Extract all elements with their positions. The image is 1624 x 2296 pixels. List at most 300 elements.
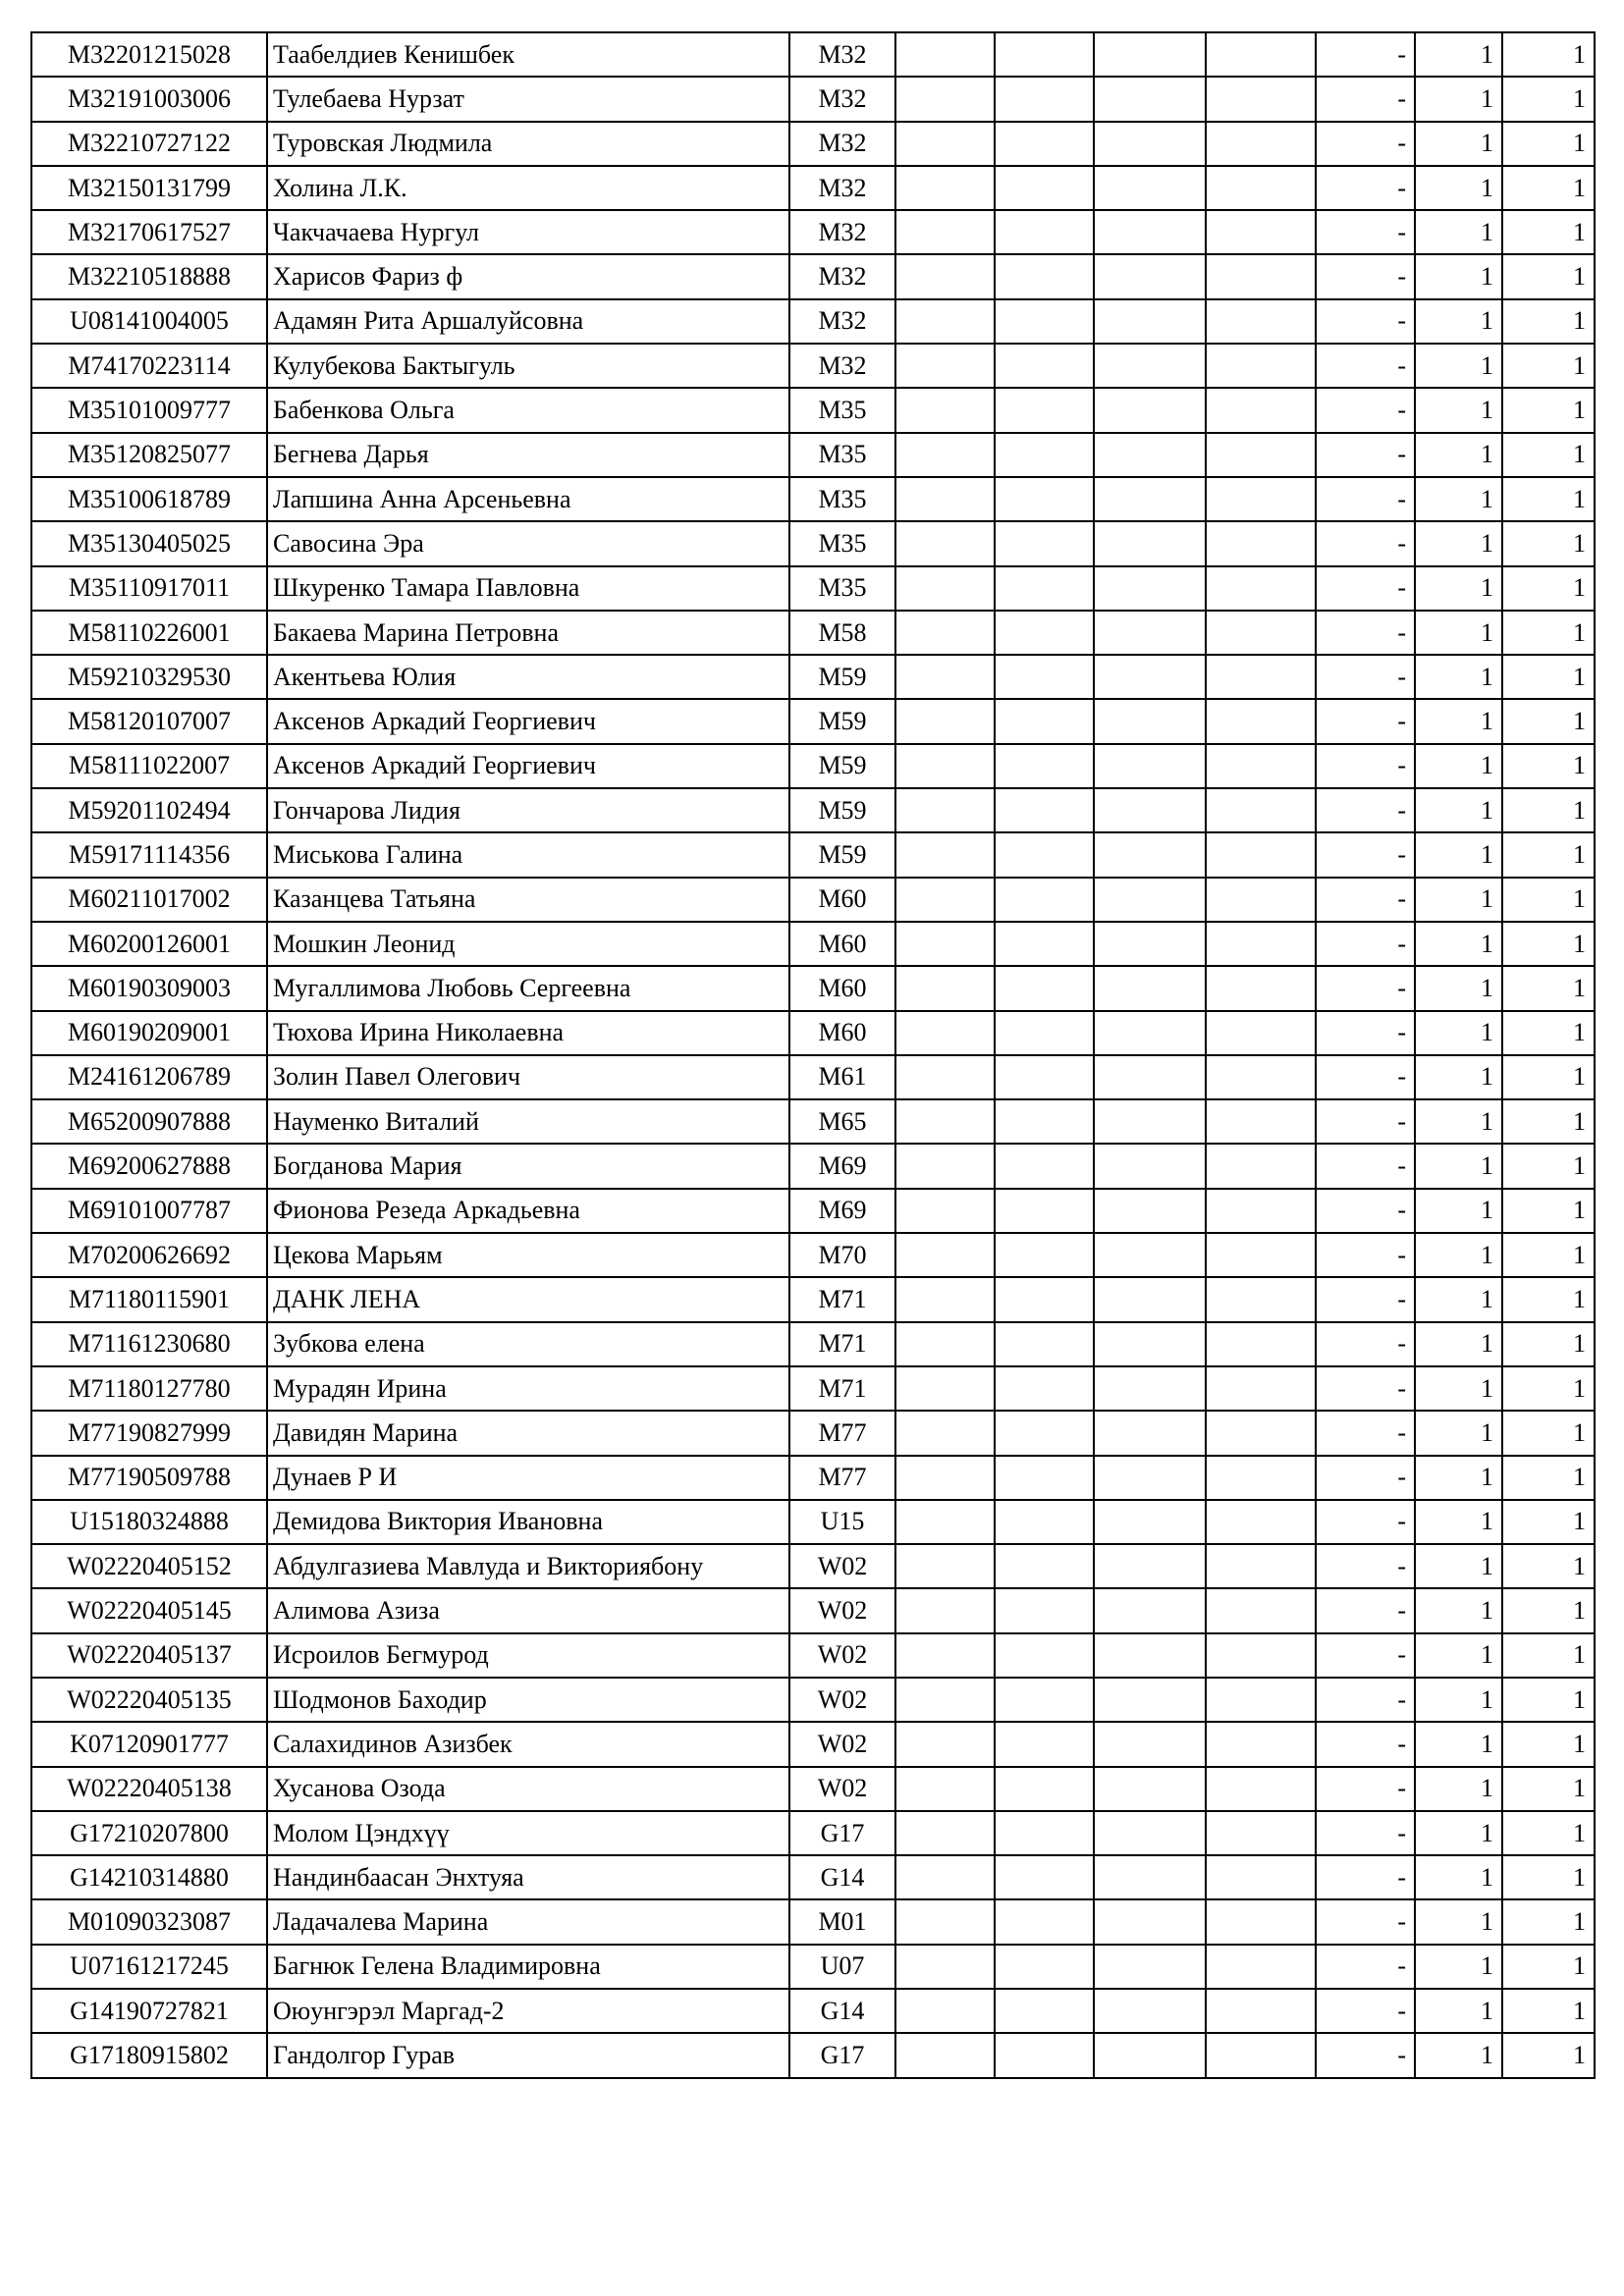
- value-cell-1: 1: [1415, 32, 1502, 77]
- empty-cell-1: [895, 166, 995, 210]
- empty-cell-1: [895, 1233, 995, 1277]
- name-cell: Казанцева Татьяна: [267, 878, 789, 922]
- value-cell-2: 1: [1502, 433, 1595, 477]
- code-cell: M32210727122: [31, 122, 267, 166]
- value-cell-2: 1: [1502, 1989, 1595, 2033]
- value-cell-2: 1: [1502, 388, 1595, 432]
- dash-cell: -: [1316, 388, 1415, 432]
- value-cell-2: 1: [1502, 299, 1595, 344]
- empty-cell-4: [1206, 477, 1316, 521]
- empty-cell-1: [895, 1055, 995, 1099]
- group-cell: M70: [789, 1233, 895, 1277]
- name-cell: Тулебаева Нурзат: [267, 77, 789, 121]
- empty-cell-2: [995, 1989, 1094, 2033]
- empty-cell-1: [895, 878, 995, 922]
- empty-cell-1: [895, 1811, 995, 1855]
- empty-cell-2: [995, 1456, 1094, 1500]
- group-cell: G17: [789, 1811, 895, 1855]
- empty-cell-1: [895, 122, 995, 166]
- name-cell: Аксенов Аркадий Георгиевич: [267, 744, 789, 788]
- empty-cell-1: [895, 1722, 995, 1766]
- value-cell-2: 1: [1502, 521, 1595, 565]
- value-cell-1: 1: [1415, 1722, 1502, 1766]
- code-cell: G14210314880: [31, 1855, 267, 1899]
- value-cell-1: 1: [1415, 832, 1502, 877]
- code-cell: M32191003006: [31, 77, 267, 121]
- empty-cell-2: [995, 1411, 1094, 1455]
- empty-cell-2: [995, 1189, 1094, 1233]
- table-row: [31, 1411, 1595, 1455]
- code-cell: W02220405135: [31, 1678, 267, 1722]
- empty-cell-4: [1206, 1767, 1316, 1811]
- name-cell: Богданова Мария: [267, 1144, 789, 1188]
- value-cell-2: 1: [1502, 254, 1595, 298]
- value-cell-2: 1: [1502, 1767, 1595, 1811]
- empty-cell-1: [895, 344, 995, 388]
- table-row: [31, 1899, 1595, 1944]
- empty-cell-1: [895, 832, 995, 877]
- empty-cell-1: [895, 566, 995, 611]
- value-cell-1: 1: [1415, 1855, 1502, 1899]
- dash-cell: -: [1316, 1055, 1415, 1099]
- table-row: [31, 1011, 1595, 1055]
- code-cell: M01090323087: [31, 1899, 267, 1944]
- empty-cell-2: [995, 1544, 1094, 1588]
- value-cell-2: 1: [1502, 1633, 1595, 1678]
- empty-cell-4: [1206, 1144, 1316, 1188]
- empty-cell-3: [1094, 122, 1206, 166]
- value-cell-2: 1: [1502, 210, 1595, 254]
- group-cell: G14: [789, 1989, 895, 2033]
- value-cell-1: 1: [1415, 299, 1502, 344]
- name-cell: Алимова Азиза: [267, 1588, 789, 1632]
- code-cell: W02220405138: [31, 1767, 267, 1811]
- empty-cell-3: [1094, 1855, 1206, 1899]
- group-cell: W02: [789, 1544, 895, 1588]
- name-cell: Абдулгазиева Мавлуда и Викториябону: [267, 1544, 789, 1588]
- table-row: [31, 1233, 1595, 1277]
- table-row: [31, 611, 1595, 655]
- table-row: [31, 655, 1595, 699]
- code-cell: U07161217245: [31, 1945, 267, 1989]
- value-cell-2: 1: [1502, 1588, 1595, 1632]
- empty-cell-4: [1206, 77, 1316, 121]
- code-cell: M35110917011: [31, 566, 267, 611]
- empty-cell-4: [1206, 1099, 1316, 1144]
- group-cell: M32: [789, 254, 895, 298]
- name-cell: Савосина Эра: [267, 521, 789, 565]
- group-cell: M60: [789, 878, 895, 922]
- empty-cell-3: [1094, 166, 1206, 210]
- dash-cell: -: [1316, 922, 1415, 966]
- dash-cell: -: [1316, 1366, 1415, 1411]
- empty-cell-4: [1206, 788, 1316, 832]
- empty-cell-1: [895, 1767, 995, 1811]
- empty-cell-4: [1206, 1500, 1316, 1544]
- empty-cell-4: [1206, 832, 1316, 877]
- dash-cell: -: [1316, 1767, 1415, 1811]
- empty-cell-3: [1094, 1500, 1206, 1544]
- group-cell: M77: [789, 1456, 895, 1500]
- name-cell: Тюхова Ирина Николаевна: [267, 1011, 789, 1055]
- empty-cell-2: [995, 344, 1094, 388]
- group-cell: M69: [789, 1189, 895, 1233]
- dash-cell: -: [1316, 1099, 1415, 1144]
- dash-cell: -: [1316, 1456, 1415, 1500]
- group-cell: M32: [789, 32, 895, 77]
- table-row: [31, 832, 1595, 877]
- group-cell: M35: [789, 566, 895, 611]
- group-cell: M35: [789, 388, 895, 432]
- empty-cell-4: [1206, 388, 1316, 432]
- value-cell-2: 1: [1502, 611, 1595, 655]
- empty-cell-2: [995, 922, 1094, 966]
- table-row: [31, 254, 1595, 298]
- empty-cell-1: [895, 1322, 995, 1366]
- dash-cell: -: [1316, 788, 1415, 832]
- group-cell: M59: [789, 699, 895, 743]
- value-cell-2: 1: [1502, 1366, 1595, 1411]
- table-row: [31, 966, 1595, 1010]
- empty-cell-4: [1206, 1277, 1316, 1321]
- empty-cell-2: [995, 1099, 1094, 1144]
- group-cell: M35: [789, 521, 895, 565]
- dash-cell: -: [1316, 477, 1415, 521]
- empty-cell-4: [1206, 699, 1316, 743]
- dash-cell: -: [1316, 1233, 1415, 1277]
- table-row: [31, 1722, 1595, 1766]
- dash-cell: -: [1316, 1945, 1415, 1989]
- empty-cell-2: [995, 254, 1094, 298]
- empty-cell-4: [1206, 878, 1316, 922]
- name-cell: Акентьева Юлия: [267, 655, 789, 699]
- name-cell: Хусанова Озода: [267, 1767, 789, 1811]
- name-cell: Багнюк Гелена Владимировна: [267, 1945, 789, 1989]
- group-cell: M35: [789, 477, 895, 521]
- empty-cell-4: [1206, 122, 1316, 166]
- value-cell-1: 1: [1415, 1945, 1502, 1989]
- registry-table: [30, 31, 1596, 2079]
- name-cell: Давидян Марина: [267, 1411, 789, 1455]
- value-cell-2: 1: [1502, 1678, 1595, 1722]
- name-cell: Бегнева Дарья: [267, 433, 789, 477]
- group-cell: W02: [789, 1588, 895, 1632]
- dash-cell: -: [1316, 210, 1415, 254]
- table-row: [31, 122, 1595, 166]
- empty-cell-3: [1094, 1544, 1206, 1588]
- table-row: [31, 77, 1595, 121]
- group-cell: G14: [789, 1855, 895, 1899]
- table-row: [31, 1322, 1595, 1366]
- value-cell-2: 1: [1502, 566, 1595, 611]
- dash-cell: -: [1316, 1500, 1415, 1544]
- table-row: [31, 299, 1595, 344]
- empty-cell-1: [895, 966, 995, 1010]
- value-cell-2: 1: [1502, 922, 1595, 966]
- name-cell: Туровская Людмила: [267, 122, 789, 166]
- empty-cell-2: [995, 1588, 1094, 1632]
- value-cell-1: 1: [1415, 566, 1502, 611]
- value-cell-1: 1: [1415, 1011, 1502, 1055]
- table-row: [31, 1456, 1595, 1500]
- empty-cell-4: [1206, 210, 1316, 254]
- empty-cell-3: [1094, 1011, 1206, 1055]
- value-cell-1: 1: [1415, 1678, 1502, 1722]
- group-cell: M69: [789, 1144, 895, 1188]
- empty-cell-2: [995, 1855, 1094, 1899]
- dash-cell: -: [1316, 1811, 1415, 1855]
- group-cell: M60: [789, 966, 895, 1010]
- empty-cell-4: [1206, 1722, 1316, 1766]
- code-cell: M77190827999: [31, 1411, 267, 1455]
- table-row: [31, 477, 1595, 521]
- name-cell: Бабенкова Ольга: [267, 388, 789, 432]
- empty-cell-2: [995, 299, 1094, 344]
- value-cell-2: 1: [1502, 655, 1595, 699]
- value-cell-1: 1: [1415, 922, 1502, 966]
- dash-cell: -: [1316, 832, 1415, 877]
- empty-cell-3: [1094, 744, 1206, 788]
- name-cell: Фионова Резеда Аркадьевна: [267, 1189, 789, 1233]
- name-cell: Оюунгэрэл Маргад-2: [267, 1989, 789, 2033]
- empty-cell-2: [995, 433, 1094, 477]
- code-cell: M60190309003: [31, 966, 267, 1010]
- empty-cell-3: [1094, 210, 1206, 254]
- group-cell: M59: [789, 788, 895, 832]
- group-cell: M71: [789, 1277, 895, 1321]
- name-cell: Молом Цэндхүү: [267, 1811, 789, 1855]
- empty-cell-1: [895, 1099, 995, 1144]
- code-cell: M60200126001: [31, 922, 267, 966]
- empty-cell-3: [1094, 1411, 1206, 1455]
- group-cell: W02: [789, 1633, 895, 1678]
- empty-cell-1: [895, 744, 995, 788]
- table-row: [31, 1811, 1595, 1855]
- name-cell: Нандинбаасан Энхтуяа: [267, 1855, 789, 1899]
- value-cell-1: 1: [1415, 655, 1502, 699]
- empty-cell-3: [1094, 1633, 1206, 1678]
- empty-cell-1: [895, 77, 995, 121]
- value-cell-1: 1: [1415, 1544, 1502, 1588]
- empty-cell-4: [1206, 521, 1316, 565]
- empty-cell-2: [995, 32, 1094, 77]
- table-row: [31, 210, 1595, 254]
- group-cell: U07: [789, 1945, 895, 1989]
- empty-cell-2: [995, 699, 1094, 743]
- group-cell: M59: [789, 655, 895, 699]
- value-cell-2: 1: [1502, 1233, 1595, 1277]
- empty-cell-2: [995, 1011, 1094, 1055]
- value-cell-1: 1: [1415, 2033, 1502, 2077]
- value-cell-2: 1: [1502, 1277, 1595, 1321]
- group-cell: M58: [789, 611, 895, 655]
- empty-cell-2: [995, 744, 1094, 788]
- value-cell-2: 1: [1502, 77, 1595, 121]
- code-cell: M58120107007: [31, 699, 267, 743]
- empty-cell-3: [1094, 1588, 1206, 1632]
- code-cell: M58110226001: [31, 611, 267, 655]
- empty-cell-1: [895, 1189, 995, 1233]
- empty-cell-3: [1094, 878, 1206, 922]
- dash-cell: -: [1316, 1989, 1415, 2033]
- empty-cell-1: [895, 32, 995, 77]
- value-cell-2: 1: [1502, 1456, 1595, 1500]
- value-cell-1: 1: [1415, 1989, 1502, 2033]
- empty-cell-2: [995, 566, 1094, 611]
- empty-cell-2: [995, 1678, 1094, 1722]
- value-cell-1: 1: [1415, 433, 1502, 477]
- empty-cell-2: [995, 611, 1094, 655]
- table-row: [31, 1633, 1595, 1678]
- empty-cell-1: [895, 1500, 995, 1544]
- group-cell: M71: [789, 1322, 895, 1366]
- group-cell: M32: [789, 344, 895, 388]
- empty-cell-4: [1206, 611, 1316, 655]
- name-cell: Ладачалева Марина: [267, 1899, 789, 1944]
- value-cell-2: 1: [1502, 1099, 1595, 1144]
- empty-cell-2: [995, 166, 1094, 210]
- empty-cell-2: [995, 388, 1094, 432]
- empty-cell-3: [1094, 1366, 1206, 1411]
- empty-cell-3: [1094, 2033, 1206, 2077]
- dash-cell: -: [1316, 521, 1415, 565]
- empty-cell-1: [895, 1855, 995, 1899]
- name-cell: Науменко Виталий: [267, 1099, 789, 1144]
- empty-cell-3: [1094, 1144, 1206, 1188]
- empty-cell-3: [1094, 655, 1206, 699]
- value-cell-1: 1: [1415, 744, 1502, 788]
- empty-cell-3: [1094, 433, 1206, 477]
- code-cell: M65200907888: [31, 1099, 267, 1144]
- value-cell-1: 1: [1415, 477, 1502, 521]
- dash-cell: -: [1316, 77, 1415, 121]
- value-cell-1: 1: [1415, 1322, 1502, 1366]
- value-cell-2: 1: [1502, 1500, 1595, 1544]
- code-cell: M60211017002: [31, 878, 267, 922]
- name-cell: Адамян Рита Аршалуйсовна: [267, 299, 789, 344]
- value-cell-2: 1: [1502, 1189, 1595, 1233]
- code-cell: M69101007787: [31, 1189, 267, 1233]
- code-cell: M32201215028: [31, 32, 267, 77]
- value-cell-1: 1: [1415, 1411, 1502, 1455]
- value-cell-2: 1: [1502, 966, 1595, 1010]
- code-cell: U08141004005: [31, 299, 267, 344]
- empty-cell-2: [995, 966, 1094, 1010]
- value-cell-1: 1: [1415, 344, 1502, 388]
- empty-cell-2: [995, 2033, 1094, 2077]
- dash-cell: -: [1316, 878, 1415, 922]
- group-cell: M35: [789, 433, 895, 477]
- code-cell: W02220405152: [31, 1544, 267, 1588]
- empty-cell-2: [995, 1277, 1094, 1321]
- empty-cell-4: [1206, 744, 1316, 788]
- empty-cell-4: [1206, 1411, 1316, 1455]
- name-cell: Холина Л.К.: [267, 166, 789, 210]
- value-cell-1: 1: [1415, 521, 1502, 565]
- value-cell-2: 1: [1502, 1855, 1595, 1899]
- dash-cell: -: [1316, 1899, 1415, 1944]
- value-cell-2: 1: [1502, 166, 1595, 210]
- value-cell-2: 1: [1502, 1144, 1595, 1188]
- empty-cell-3: [1094, 1678, 1206, 1722]
- empty-cell-4: [1206, 344, 1316, 388]
- empty-cell-1: [895, 1144, 995, 1188]
- empty-cell-4: [1206, 254, 1316, 298]
- dash-cell: -: [1316, 611, 1415, 655]
- name-cell: Зубкова елена: [267, 1322, 789, 1366]
- group-cell: M01: [789, 1899, 895, 1944]
- dash-cell: -: [1316, 254, 1415, 298]
- empty-cell-4: [1206, 966, 1316, 1010]
- dash-cell: -: [1316, 1855, 1415, 1899]
- empty-cell-4: [1206, 1678, 1316, 1722]
- value-cell-2: 1: [1502, 1722, 1595, 1766]
- table-row: [31, 433, 1595, 477]
- table-row: [31, 1055, 1595, 1099]
- value-cell-2: 1: [1502, 32, 1595, 77]
- empty-cell-2: [995, 1055, 1094, 1099]
- value-cell-1: 1: [1415, 1144, 1502, 1188]
- empty-cell-4: [1206, 1456, 1316, 1500]
- group-cell: U15: [789, 1500, 895, 1544]
- name-cell: Таабелдиев Кенишбек: [267, 32, 789, 77]
- empty-cell-4: [1206, 1011, 1316, 1055]
- empty-cell-2: [995, 1811, 1094, 1855]
- code-cell: M71180127780: [31, 1366, 267, 1411]
- empty-cell-4: [1206, 1233, 1316, 1277]
- group-cell: M60: [789, 922, 895, 966]
- empty-cell-4: [1206, 922, 1316, 966]
- table-row: [31, 878, 1595, 922]
- dash-cell: -: [1316, 1277, 1415, 1321]
- name-cell: Лапшина Анна Арсеньевна: [267, 477, 789, 521]
- group-cell: M32: [789, 299, 895, 344]
- code-cell: M32150131799: [31, 166, 267, 210]
- value-cell-1: 1: [1415, 1233, 1502, 1277]
- name-cell: ДАНК ЛЕНА: [267, 1277, 789, 1321]
- table-row: [31, 2033, 1595, 2077]
- group-cell: M60: [789, 1011, 895, 1055]
- dash-cell: -: [1316, 166, 1415, 210]
- table-row: [31, 1588, 1595, 1632]
- value-cell-1: 1: [1415, 210, 1502, 254]
- code-cell: M59210329530: [31, 655, 267, 699]
- table-row: [31, 1945, 1595, 1989]
- dash-cell: -: [1316, 1633, 1415, 1678]
- table-body: [31, 32, 1595, 2078]
- value-cell-1: 1: [1415, 966, 1502, 1010]
- value-cell-1: 1: [1415, 1055, 1502, 1099]
- name-cell: Демидова Виктория Ивановна: [267, 1500, 789, 1544]
- table-row: [31, 699, 1595, 743]
- code-cell: K07120901777: [31, 1722, 267, 1766]
- dash-cell: -: [1316, 1544, 1415, 1588]
- table-row: [31, 744, 1595, 788]
- dash-cell: -: [1316, 1411, 1415, 1455]
- empty-cell-1: [895, 655, 995, 699]
- empty-cell-1: [895, 254, 995, 298]
- empty-cell-3: [1094, 1767, 1206, 1811]
- empty-cell-1: [895, 1899, 995, 1944]
- group-cell: M77: [789, 1411, 895, 1455]
- code-cell: U15180324888: [31, 1500, 267, 1544]
- empty-cell-1: [895, 922, 995, 966]
- name-cell: Чакчачаева Нургул: [267, 210, 789, 254]
- table-row: [31, 1855, 1595, 1899]
- group-cell: M59: [789, 832, 895, 877]
- dash-cell: -: [1316, 299, 1415, 344]
- dash-cell: -: [1316, 1322, 1415, 1366]
